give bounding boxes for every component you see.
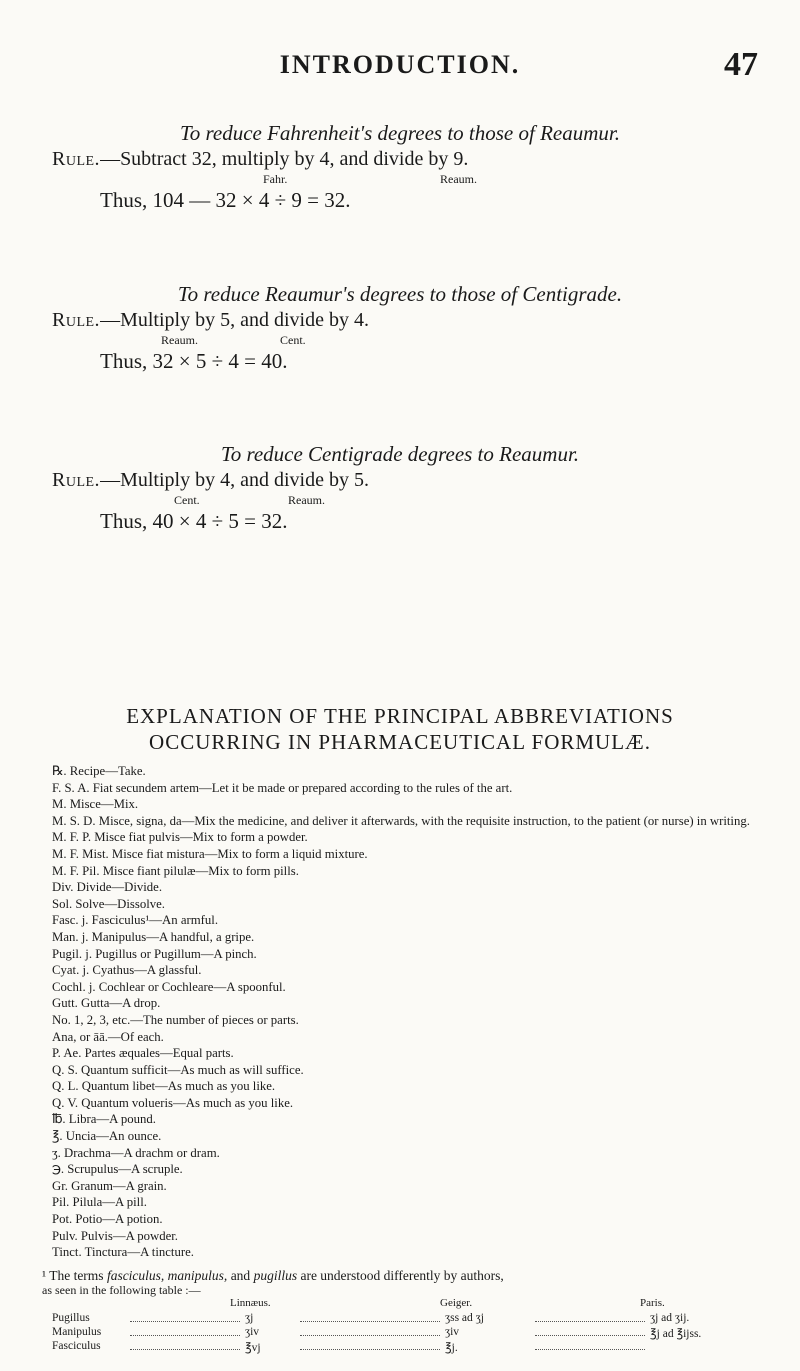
unit-from: Fahr. bbox=[263, 172, 288, 186]
explanation-title bbox=[0, 703, 800, 755]
abbreviation-entry: M. F. Mist. Misce fiat mistura—Mix to form a liquid mixture. bbox=[52, 846, 368, 861]
rule-text: —Multiply by 5, and divide by 4. bbox=[100, 309, 369, 331]
abbreviation-entry: Pugil. j. Pugillus or Pugillum—A pinch. bbox=[52, 946, 257, 961]
header-title: INTRODUCTION. bbox=[279, 50, 521, 79]
abbreviation-entry: ℥. Uncia—An ounce. bbox=[52, 1129, 162, 1144]
rule-label: Rule. bbox=[52, 469, 101, 491]
row-linnaeus: ʒiv bbox=[245, 1326, 260, 1338]
unit-to: Reaum. bbox=[440, 172, 477, 186]
conversion-example: Thus, 104 — 32 × 4 ÷ 9 = 32. bbox=[100, 188, 351, 212]
col-linnaeus: Linnæus. bbox=[230, 1297, 271, 1309]
conversion-centigrade-reaumur bbox=[0, 441, 800, 533]
abbreviation-entry: Q. S. Quantum sufficit—As much as will suffice. bbox=[52, 1062, 304, 1077]
rule-text: —Multiply by 4, and divide by 5. bbox=[100, 469, 369, 491]
row-linnaeus: ʒj bbox=[245, 1312, 254, 1324]
abbreviation-entry: Pil. Pilula—A pill. bbox=[52, 1195, 147, 1210]
abbreviation-entry: P. Ae. Partes æquales—Equal parts. bbox=[52, 1046, 234, 1061]
col-geiger: Geiger. bbox=[440, 1297, 473, 1309]
dot-leader bbox=[130, 1321, 240, 1322]
abbreviation-entry: Div. Divide—Divide. bbox=[52, 880, 163, 895]
abbreviation-entry: ʒ. Drachma—A drachm or dram. bbox=[52, 1145, 220, 1160]
unit-from: Cent. bbox=[174, 493, 200, 507]
conversion-title: To reduce Fahrenheit's degrees to those of Reaumur. bbox=[180, 121, 620, 145]
abbreviation-entry: Sol. Solve—Dissolve. bbox=[52, 896, 165, 911]
footnote-table bbox=[0, 1284, 800, 1369]
row-geiger: ʒss ad ʒj bbox=[445, 1312, 484, 1324]
unit-to: Cent. bbox=[280, 333, 306, 347]
dot-leader bbox=[535, 1335, 645, 1336]
unit-labels bbox=[0, 333, 800, 349]
dot-leader bbox=[535, 1349, 645, 1350]
conversion-reaumur-centigrade bbox=[0, 281, 800, 373]
conversion-fahrenheit-reaumur bbox=[0, 120, 800, 212]
page-number: 47 bbox=[724, 46, 758, 83]
footnote bbox=[0, 1268, 800, 1283]
abbreviation-list bbox=[52, 763, 767, 1261]
row-paris: ʒj ad ʒij. bbox=[650, 1312, 690, 1324]
abbreviation-entry: Man. j. Manipulus—A handful, a gripe. bbox=[52, 929, 255, 944]
row-geiger: ʒiv bbox=[445, 1326, 460, 1338]
footnote-text: ¹ The terms fasciculus, manipulus, and pugillus are understood differently by authors, bbox=[42, 1268, 504, 1283]
conversion-rule bbox=[0, 307, 800, 333]
rule-label: Rule. bbox=[52, 148, 101, 170]
abbreviation-entry: Q. V. Quantum volueris—As much as you like. bbox=[52, 1095, 294, 1110]
conversion-rule bbox=[0, 467, 800, 493]
dot-leader bbox=[300, 1335, 440, 1336]
dot-leader bbox=[535, 1321, 645, 1322]
row-geiger: ℥j. bbox=[445, 1342, 458, 1354]
row-name: Pugillus bbox=[52, 1312, 90, 1324]
dot-leader bbox=[300, 1349, 440, 1350]
col-paris: Paris. bbox=[640, 1297, 665, 1309]
abbreviation-entry: Gutt. Gutta—A drop. bbox=[52, 996, 161, 1011]
abbreviation-entry: Pulv. Pulvis—A powder. bbox=[52, 1228, 178, 1243]
explanation-title-line1: EXPLANATION OF THE PRINCIPAL ABBREVIATIONS bbox=[126, 704, 674, 728]
row-name: Fasciculus bbox=[52, 1340, 101, 1352]
running-header bbox=[0, 46, 800, 90]
abbreviation-entry: ℞. Recipe—Take. bbox=[52, 764, 146, 778]
abbreviation-entry: Cyat. j. Cyathus—A glassful. bbox=[52, 963, 202, 978]
row-linnaeus: ℥vj bbox=[245, 1342, 261, 1354]
abbreviation-entry: Tinct. Tinctura—A tincture. bbox=[52, 1245, 194, 1260]
explanation-title-line2: OCCURRING IN PHARMACEUTICAL FORMULÆ. bbox=[149, 730, 651, 754]
abbreviation-entry: Ana, or āā.—Of each. bbox=[52, 1029, 164, 1044]
entry-text: F. S. A. Fiat secundem artem—Let it be made or prepared according to the rules of the art. bbox=[52, 780, 513, 795]
unit-labels bbox=[0, 493, 800, 509]
footnote-marker: ¹ bbox=[42, 1268, 47, 1283]
abbreviation-entry: Gr. Granum—A grain. bbox=[52, 1178, 167, 1193]
abbreviation-entry: Fasc. j. Fasciculus¹—An armful. bbox=[52, 913, 219, 928]
unit-labels bbox=[0, 172, 800, 188]
unit-from: Reaum. bbox=[161, 333, 198, 347]
abbreviation-entry: M. Misce—Mix. bbox=[52, 797, 139, 812]
dot-leader bbox=[300, 1321, 440, 1322]
conversion-example: Thus, 32 × 5 ÷ 4 = 40. bbox=[100, 349, 288, 373]
conversion-title: To reduce Centigrade degrees to Reaumur. bbox=[220, 442, 580, 466]
dot-leader bbox=[130, 1335, 240, 1336]
abbreviation-entry: M. F. P. Misce fiat pulvis—Mix to form a powder. bbox=[52, 830, 308, 845]
rule-label: Rule. bbox=[52, 309, 101, 331]
abbreviation-entry: No. 1, 2, 3, etc.—The number of pieces or parts. bbox=[52, 1012, 299, 1027]
conversion-example: Thus, 40 × 4 ÷ 5 = 32. bbox=[100, 509, 288, 533]
abbreviation-entry bbox=[52, 780, 767, 797]
unit-to: Reaum. bbox=[288, 493, 325, 507]
row-paris: ℥j ad ℥ijss. bbox=[650, 1328, 702, 1340]
abbreviation-entry: M. S. D. Misce, signa, da—Mix the medicine, and deliver it afterwards, with the requisite instruction, to the patient (or nurse) in writing. bbox=[52, 813, 750, 828]
abbreviation-entry: Q. L. Quantum libet—As much as you like. bbox=[52, 1079, 276, 1094]
abbreviation-entry: M. F. Pil. Misce fiant pilulæ—Mix to form pills. bbox=[52, 863, 299, 878]
dot-leader bbox=[130, 1349, 240, 1350]
row-name: Manipulus bbox=[52, 1326, 102, 1338]
footnote-text-line2: as seen in the following table :— bbox=[42, 1284, 201, 1297]
rule-text: —Subtract 32, multiply by 4, and divide by 9. bbox=[100, 148, 469, 170]
abbreviation-entry: ℈. Scrupulus—A scruple. bbox=[52, 1162, 183, 1177]
abbreviation-entry: Cochl. j. Cochlear or Cochleare—A spoonful. bbox=[52, 979, 286, 994]
conversion-title: To reduce Reaumur's degrees to those of Centigrade. bbox=[177, 282, 623, 306]
abbreviation-entry: Pot. Potio—A potion. bbox=[52, 1212, 163, 1227]
abbreviation-entry: ℔. Libra—A pound. bbox=[52, 1112, 156, 1127]
conversion-rule bbox=[0, 146, 800, 172]
